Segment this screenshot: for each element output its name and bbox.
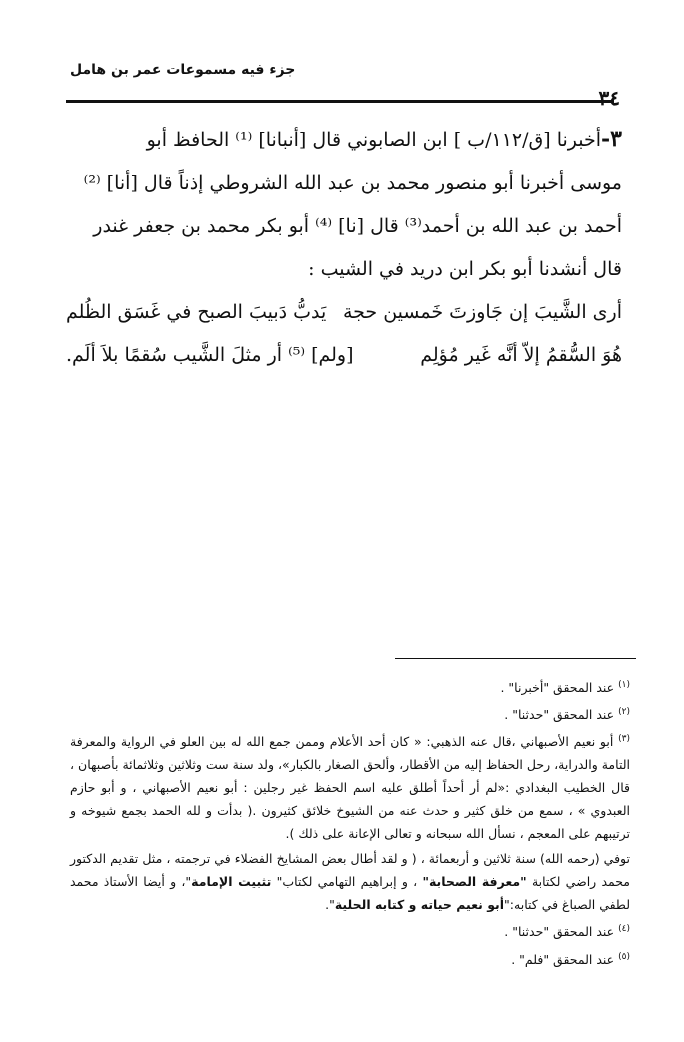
body-line-2: موسى أخبرنا أبو منصور محمد بن عبد الله الشروطي إذناً قال [أنا] ⁽²⁾ — [83, 172, 622, 194]
page-number: ٣٤ — [598, 86, 620, 110]
running-header-title: جزء فيه مسموعات عمر بن هامل — [70, 62, 296, 78]
footnote-3-part-c: ، و إبراهيم التهامي لكتاب" — [271, 874, 423, 890]
footnote-3 — [70, 728, 630, 845]
footnote-3-mark: (٣) — [618, 734, 630, 745]
verse-1 — [66, 291, 622, 334]
verse-2 — [66, 334, 622, 377]
footnote-3-part-g: ". — [325, 897, 335, 913]
footnote-4 — [70, 918, 630, 943]
header-rule — [66, 100, 614, 103]
footnote-2-text: عند المحقق "حدثنا" . — [504, 707, 615, 723]
body-line-3: أحمد بن عبد الله بن أحمد⁽³⁾ قال [نا] ⁽⁴⁾ أبو بكر محمد بن جعفر غندر — [93, 215, 622, 237]
verse-2-second-hemistich: [ولم] ⁽⁵⁾ أر مثلَ الشَّيب سُقمًا بلاَ ألَم. — [66, 344, 354, 366]
body-line-1-text: أخبرنا [ق/١١٢/ب ] ابن الصابوني قال [أنبانا] ⁽¹⁾ الحافظ أبو — [146, 129, 602, 151]
book-title-abu-nuaym: أبو نعيم حياته و كتابه الحلية — [334, 897, 505, 913]
footnote-2-mark: (٢) — [618, 707, 630, 718]
footnote-5-text: عند المحقق "فلم" . — [511, 951, 615, 967]
footnote-5-mark: (٥) — [618, 951, 630, 962]
footnote-2 — [70, 701, 630, 726]
book-title-tathbit-al-imama: تثبيت الإمامة — [191, 874, 272, 890]
verse-1-second-hemistich: يَدبُّ دَبيبَ الصبح في غَسَق الظُلم — [66, 301, 327, 323]
hadith-number: ٣- — [601, 126, 622, 152]
verse-2-first-hemistich: هُوَ السُّقمُ إلاّ أنَّه غَير مُؤلِم — [420, 344, 622, 366]
main-text — [66, 118, 622, 377]
footnotes — [70, 674, 630, 973]
footnote-1-mark: (١) — [618, 680, 630, 690]
footnote-separator — [395, 658, 636, 659]
footnote-4-mark: (٤) — [618, 924, 630, 935]
verse-1-first-hemistich: أرى الشَّيبَ إن جَاوزتَ خَمسين حجة — [342, 301, 622, 323]
footnote-1 — [70, 674, 630, 699]
footnote-3-text: أبو نعيم الأصبهاني ،قال عنه الذهبي: « كان أحد الأعلام وممن جمع الله له بين العلو في الرواية والمعرفة التامة والدراية، رحل الحفاظ إليه من الأقطار، وألحق الصغار بالكبار»، ولد سنة ست وثلاثين وثلاثمائة بأصبهان ، قال الخطيب البغدادي :«لم أر أحداً أطلق عليه اسم الحفظ غير رجلين : أبو نعيم الأصبهاني ، و أبو حازم العبدوي » ، سمع من خلق كثير و حدث عنه من الشيوخ خلائق كثيرون .( بدأت و لله الحمد بجمع شيوخه و ترتيبهم على المعجم ، نسأل الله سبحانه و تعالى الإعانة على ذلك ). — [70, 734, 630, 842]
footnote-3-part-a: توفي (رحمه الله) سنة ثلاثين و أربعمائة ، ( و لقد أطال بعض المشايخ الفضلاء في ترجمته ، مثل تقديم الدكتور محمد راضي لكتابة — [70, 851, 630, 890]
footnote-3-continued — [70, 847, 630, 916]
footnote-5 — [70, 946, 630, 971]
footnote-3-part-e: "، و أيضا الأستاذ محمد لطفي الصباغ في كتابه:" — [70, 874, 630, 913]
body-line-4: قال أنشدنا أبو بكر ابن دريد في الشيب : — [308, 258, 622, 280]
footnote-4-text: عند المحقق "حدثنا" . — [504, 924, 615, 940]
body-line-1 — [66, 118, 622, 162]
footnote-1-text: عند المحقق "أخبرنا" . — [500, 680, 615, 696]
book-title-marifat-al-sahaba: "معرفة الصحابة" — [422, 874, 527, 890]
